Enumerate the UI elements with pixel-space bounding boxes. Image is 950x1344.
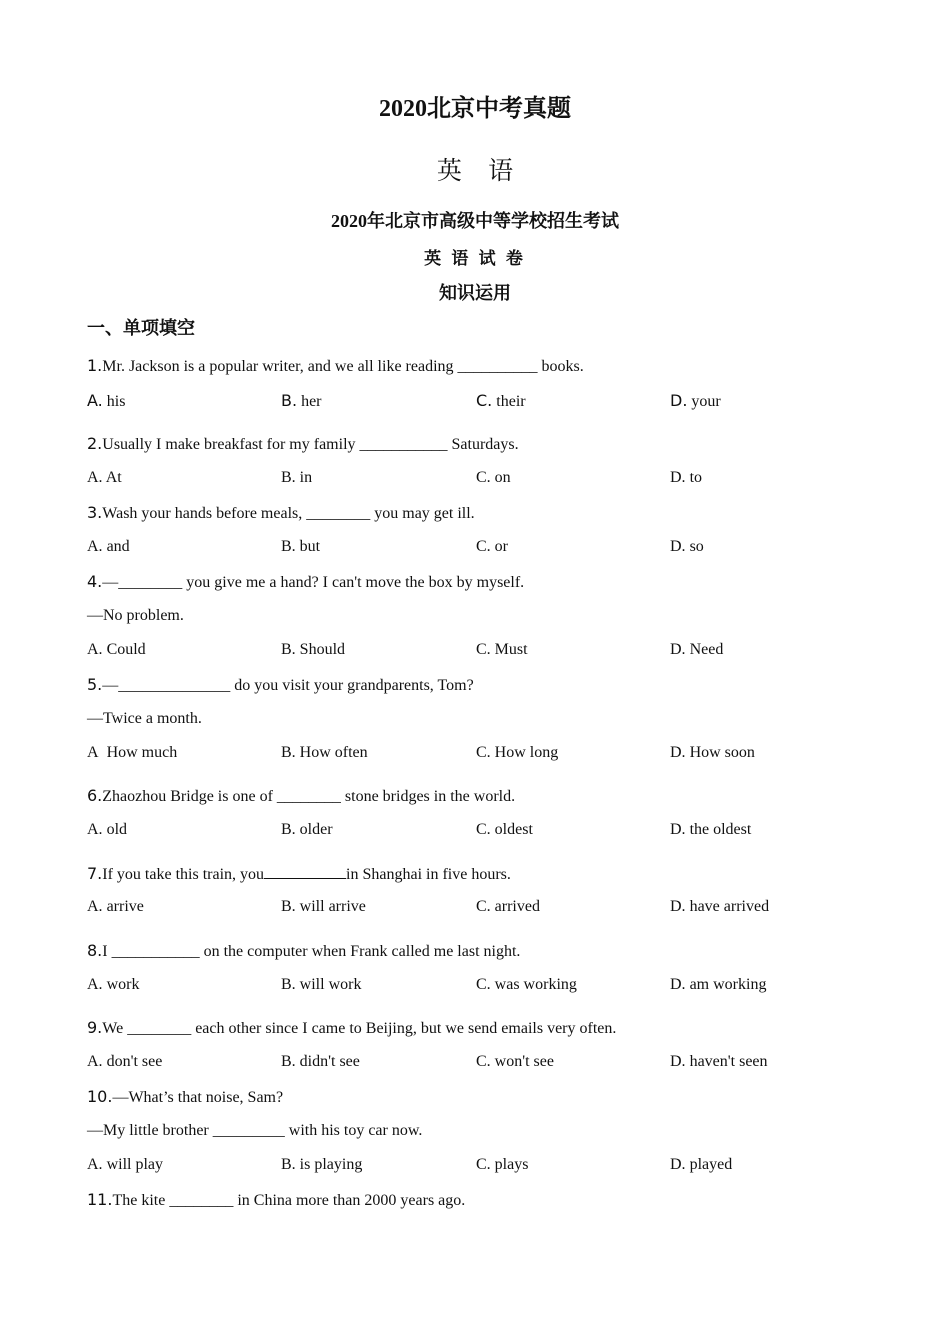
option-b[interactable] bbox=[281, 1156, 362, 1174]
option-text: work bbox=[106, 976, 140, 993]
question-reply: —No problem. bbox=[87, 607, 184, 624]
option-label: D. bbox=[670, 391, 688, 410]
option-label: D. bbox=[670, 1053, 686, 1070]
answer-blank bbox=[264, 864, 346, 879]
option-text: arrived bbox=[494, 898, 540, 915]
option-d[interactable] bbox=[670, 1156, 732, 1174]
option-text: Must bbox=[494, 641, 528, 658]
question-stem: We ________ each other since I came to Beijing, but we send emails very often. bbox=[102, 1020, 617, 1037]
option-label: A. bbox=[87, 898, 103, 915]
option-text: older bbox=[299, 821, 333, 838]
option-b[interactable] bbox=[281, 898, 366, 916]
option-c[interactable] bbox=[476, 898, 540, 916]
option-label: B. bbox=[281, 391, 298, 410]
option-text: her bbox=[301, 393, 322, 410]
question-number: 8. bbox=[87, 941, 103, 960]
option-text: haven't seen bbox=[689, 1053, 768, 1070]
option-text: At bbox=[105, 469, 122, 486]
option-label: D. bbox=[670, 469, 686, 486]
main-title: 2020北京中考真题 bbox=[379, 96, 571, 122]
option-a[interactable] bbox=[87, 1156, 163, 1174]
option-text: didn't see bbox=[299, 1053, 360, 1070]
question-10 bbox=[87, 1087, 283, 1107]
option-text: your bbox=[691, 393, 721, 410]
option-c[interactable] bbox=[476, 1053, 554, 1071]
option-text: on bbox=[494, 469, 511, 486]
option-label: C. bbox=[476, 976, 491, 993]
option-label: C. bbox=[476, 898, 491, 915]
option-label: A. bbox=[87, 538, 103, 555]
question-stem-after: in Shanghai in five hours. bbox=[346, 866, 511, 883]
option-text: played bbox=[689, 1156, 733, 1173]
option-label: B. bbox=[281, 976, 296, 993]
option-label: D. bbox=[670, 1156, 686, 1173]
option-text: plays bbox=[494, 1156, 529, 1173]
question-11 bbox=[87, 1190, 465, 1210]
option-label: D. bbox=[670, 641, 686, 658]
option-a[interactable] bbox=[87, 641, 146, 659]
option-label: B. bbox=[281, 821, 296, 838]
option-text: so bbox=[689, 538, 704, 555]
question-3 bbox=[87, 503, 475, 523]
option-d[interactable] bbox=[670, 744, 755, 762]
option-a[interactable] bbox=[87, 744, 177, 762]
option-text: Need bbox=[689, 641, 724, 658]
question-5 bbox=[87, 675, 474, 695]
question-1 bbox=[87, 356, 584, 376]
option-a[interactable] bbox=[87, 1053, 162, 1071]
option-label: A bbox=[87, 744, 99, 761]
option-c[interactable] bbox=[476, 1156, 528, 1174]
subject-title: 英 语 bbox=[436, 158, 524, 185]
question-stem: —What’s that noise, Sam? bbox=[112, 1089, 284, 1106]
part-name: 知识运用 bbox=[439, 283, 511, 303]
option-c[interactable] bbox=[476, 976, 577, 994]
option-text: How long bbox=[494, 744, 559, 761]
option-label: D. bbox=[670, 898, 686, 915]
option-label: A. bbox=[87, 469, 103, 486]
question-reply: —My little brother _________ with his toy car now. bbox=[87, 1122, 423, 1139]
option-label: C. bbox=[476, 469, 491, 486]
option-label: D. bbox=[670, 538, 686, 555]
option-text: will arrive bbox=[299, 898, 366, 915]
option-a[interactable] bbox=[87, 898, 144, 916]
option-label: D. bbox=[670, 744, 686, 761]
question-stem-before: If you take this train, you bbox=[102, 866, 265, 883]
question-8 bbox=[87, 941, 520, 961]
option-d[interactable] bbox=[670, 898, 769, 916]
question-stem: Mr. Jackson is a popular writer, and we all like reading __________ books. bbox=[102, 358, 584, 375]
question-stem: I ___________ on the computer when Frank called me last night. bbox=[102, 943, 521, 960]
option-text: won't see bbox=[494, 1053, 554, 1070]
option-text: will work bbox=[299, 976, 362, 993]
option-label: C. bbox=[476, 1156, 491, 1173]
option-label: B. bbox=[281, 469, 296, 486]
question-2 bbox=[87, 434, 519, 454]
option-c[interactable] bbox=[476, 641, 528, 659]
option-c[interactable] bbox=[476, 821, 533, 839]
question-stem: The kite ________ in China more than 2000 years ago. bbox=[112, 1192, 466, 1209]
option-c[interactable] bbox=[476, 391, 526, 411]
option-text: Could bbox=[106, 641, 146, 658]
option-text: and bbox=[106, 538, 130, 555]
option-label: A. bbox=[87, 641, 103, 658]
option-b[interactable] bbox=[281, 538, 320, 556]
question-number: 3. bbox=[87, 503, 103, 522]
option-d[interactable] bbox=[670, 821, 751, 839]
option-c[interactable] bbox=[476, 744, 558, 762]
option-b[interactable] bbox=[281, 821, 333, 839]
section-title: 一、单项填空 bbox=[87, 318, 195, 338]
option-text: or bbox=[494, 538, 508, 555]
paper-name: 英 语 试 卷 bbox=[424, 249, 526, 268]
option-label: B. bbox=[281, 641, 296, 658]
option-label: A. bbox=[87, 1053, 103, 1070]
option-a[interactable] bbox=[87, 821, 127, 839]
exam-name: 2020年北京市高级中等学校招生考试 bbox=[331, 211, 619, 231]
option-text: am working bbox=[689, 976, 767, 993]
option-label: B. bbox=[281, 1156, 296, 1173]
question-number: 9. bbox=[87, 1018, 103, 1037]
option-label: C. bbox=[476, 1053, 491, 1070]
question-stem: Wash your hands before meals, ________ you may get ill. bbox=[102, 505, 475, 522]
option-c[interactable] bbox=[476, 469, 511, 487]
option-d[interactable] bbox=[670, 1053, 768, 1071]
option-a[interactable] bbox=[87, 469, 122, 487]
question-6 bbox=[87, 786, 515, 806]
option-d[interactable] bbox=[670, 469, 702, 487]
option-a[interactable] bbox=[87, 538, 130, 556]
option-label: A. bbox=[87, 1156, 103, 1173]
option-d[interactable] bbox=[670, 976, 766, 994]
option-text: oldest bbox=[494, 821, 533, 838]
option-label: C. bbox=[476, 744, 491, 761]
option-label: C. bbox=[476, 391, 493, 410]
question-stem: —________ you give me a hand? I can't move the box by myself. bbox=[102, 574, 525, 591]
option-label: B. bbox=[281, 744, 296, 761]
option-text: was working bbox=[494, 976, 577, 993]
question-number: 5. bbox=[87, 675, 103, 694]
option-text: in bbox=[299, 469, 313, 486]
question-number: 1. bbox=[87, 356, 103, 375]
question-number: 4. bbox=[87, 572, 103, 591]
option-label: B. bbox=[281, 538, 296, 555]
option-text: his bbox=[106, 393, 126, 410]
option-text: don't see bbox=[106, 1053, 163, 1070]
question-number: 10. bbox=[87, 1087, 113, 1106]
option-a[interactable] bbox=[87, 391, 125, 411]
question-stem: —______________ do you visit your grandparents, Tom? bbox=[102, 677, 474, 694]
option-label: C. bbox=[476, 538, 491, 555]
question-number: 6. bbox=[87, 786, 103, 805]
question-number: 2. bbox=[87, 434, 103, 453]
option-text: Should bbox=[299, 641, 346, 658]
option-b[interactable] bbox=[281, 641, 345, 659]
option-text: How soon bbox=[689, 744, 755, 761]
question-number: 7. bbox=[87, 864, 103, 883]
option-label: C. bbox=[476, 821, 491, 838]
option-text: have arrived bbox=[689, 898, 770, 915]
option-b[interactable] bbox=[281, 391, 322, 411]
option-d[interactable] bbox=[670, 641, 723, 659]
option-label: A. bbox=[87, 976, 103, 993]
option-text: is playing bbox=[299, 1156, 363, 1173]
option-b[interactable] bbox=[281, 976, 361, 994]
option-label: B. bbox=[281, 1053, 296, 1070]
option-label: A. bbox=[87, 391, 103, 410]
question-number: 11. bbox=[87, 1190, 113, 1209]
option-label: A. bbox=[87, 821, 103, 838]
option-text: their bbox=[496, 393, 526, 410]
option-b[interactable] bbox=[281, 744, 368, 762]
option-b[interactable] bbox=[281, 469, 312, 487]
question-7 bbox=[87, 864, 511, 884]
option-text: old bbox=[106, 821, 128, 838]
question-stem: Zhaozhou Bridge is one of ________ stone bridges in the world. bbox=[102, 788, 516, 805]
option-c[interactable] bbox=[476, 538, 508, 556]
option-label: D. bbox=[670, 821, 686, 838]
question-9 bbox=[87, 1018, 616, 1038]
option-text: the oldest bbox=[689, 821, 752, 838]
option-d[interactable] bbox=[670, 391, 721, 411]
option-label: D. bbox=[670, 976, 686, 993]
option-text: but bbox=[299, 538, 321, 555]
option-a[interactable] bbox=[87, 976, 139, 994]
option-text: How much bbox=[106, 744, 178, 761]
option-text: arrive bbox=[106, 898, 144, 915]
option-label: B. bbox=[281, 898, 296, 915]
option-label: C. bbox=[476, 641, 491, 658]
option-text: to bbox=[689, 469, 703, 486]
question-4 bbox=[87, 572, 524, 592]
option-text: How often bbox=[299, 744, 368, 761]
option-b[interactable] bbox=[281, 1053, 360, 1071]
option-d[interactable] bbox=[670, 538, 704, 556]
question-reply: —Twice a month. bbox=[87, 710, 202, 727]
option-text: will play bbox=[106, 1156, 163, 1173]
question-stem: Usually I make breakfast for my family ___________ Saturdays. bbox=[102, 436, 519, 453]
